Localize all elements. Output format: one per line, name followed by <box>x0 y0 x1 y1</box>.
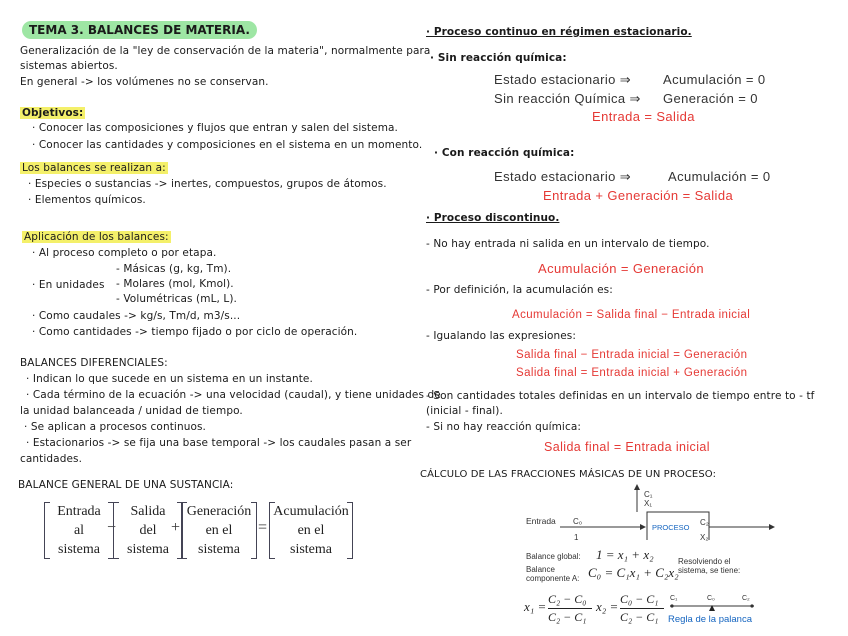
inlet-arrowhead <box>640 524 646 530</box>
eq-entrada-1: Entrada <box>57 504 101 519</box>
aplicacion-1: · Al proceso completo o por etapa. <box>32 247 217 259</box>
eq-plus: + <box>171 519 181 536</box>
eq-entrada-salida: Entrada = Salida <box>592 109 695 124</box>
balance-global-eq: 1 = x₁ + x₂ <box>596 547 654 562</box>
eq-equals: = <box>258 519 268 536</box>
lever-diagram <box>668 602 758 614</box>
eq-acumulacion-1: Acumulación <box>273 504 349 519</box>
intro-line-3: En general -> los volúmenes no se conservan. <box>20 76 269 88</box>
eq-acumulacion-cero-1: Acumulación = 0 <box>663 72 766 87</box>
eq-generacion-block <box>185 502 253 559</box>
balance-general-heading: BALANCE GENERAL DE UNA SUSTANCIA: <box>18 479 234 491</box>
x1-bar <box>548 608 592 609</box>
disc-line-1: - No hay entrada ni salida en un intervalo de tiempo. <box>426 238 710 250</box>
diferencial-4: · Se aplican a procesos continuos. <box>24 421 206 433</box>
eq-salida-block <box>117 502 179 559</box>
x2-num: C₀ − C₁ <box>620 592 659 606</box>
aplicacion-heading-text: Aplicación de los balances: <box>24 231 169 243</box>
right-outlet-arrowhead <box>769 524 775 530</box>
eq-acumulacion-block <box>273 502 349 559</box>
eq-generacion-cero: Generación = 0 <box>663 91 758 106</box>
con-reaccion-heading: · Con reacción química: <box>434 147 575 159</box>
x1-lhs: x₁ = <box>524 599 547 614</box>
eq-salida-final-entrada-inicial: Salida final = Entrada inicial <box>544 440 710 454</box>
process-diagram <box>520 480 720 540</box>
lever-c2: C₂ <box>742 595 750 602</box>
eq-generacion-1: Generación <box>186 504 252 519</box>
objetivo-1: · Conocer las composiciones y flujos que entran y salen del sistema. <box>32 122 398 134</box>
eq-acumulacion-2: en el <box>297 523 325 538</box>
diferencial-2: · Cada término de la ecuación -> una velocidad (caudal), y tiene unidades de <box>26 389 441 401</box>
resolviendo-2: sistema, se tiene: <box>678 566 741 575</box>
balance-item-2: · Elementos químicos. <box>28 194 146 206</box>
label-c2: C₂ <box>700 518 709 527</box>
eq-generacion-3: sistema <box>198 542 240 557</box>
x2-den: C₂ − C₁ <box>620 610 659 624</box>
eq-estado-estacionario-2: Estado estacionario ⇒ <box>494 169 632 184</box>
aplicacion-unidades: · En unidades <box>32 279 105 291</box>
diferencial-5: · Estacionarios -> se fija una base temporal -> los caudales pasan a ser <box>26 437 412 449</box>
label-entrada: Entrada <box>526 516 556 526</box>
lever-dot-left <box>670 604 673 607</box>
lever-c0: C₀ <box>707 595 715 602</box>
balance-componente-label-1: Balance <box>526 565 555 574</box>
eq-salida-1: Salida <box>130 504 166 519</box>
eq-igualando-1: Salida final − Entrada inicial = Generación <box>516 349 748 361</box>
eq-generacion-2: en el <box>205 523 233 538</box>
x1-den: C₂ − C₁ <box>548 610 587 624</box>
diferenciales-heading: BALANCES DIFERENCIALES: <box>20 357 168 369</box>
diferencial-1: · Indican lo que sucede en un sistema en un instante. <box>26 373 313 385</box>
aplicacion-2: · Como caudales -> kg/s, Tm/d, m3/s... <box>32 310 241 322</box>
lever-caption: Regla de la palanca <box>668 614 752 625</box>
label-c0: C₀ <box>573 517 583 526</box>
label-one: 1 <box>574 533 579 542</box>
right-outlet <box>709 522 779 534</box>
objetivos-heading-text: Objetivos: <box>22 107 84 119</box>
x1-num: C₂ − C₀ <box>548 592 587 606</box>
disc-line-4: - Son cantidades totales definidas en un intervalo de tiempo entre to - tf <box>426 390 815 402</box>
aplicacion-3: · Como cantidades -> tiempo fijado o por ciclo de operación. <box>32 326 358 338</box>
lever-dot-right <box>750 604 753 607</box>
balances-heading <box>20 162 168 174</box>
sin-reaccion-heading: · Sin reacción química: <box>430 52 567 64</box>
continuo-heading: · Proceso continuo en régimen estacionario. <box>426 26 692 38</box>
disc-line-6: - Si no hay reacción química: <box>426 421 581 433</box>
eq-entrada-block <box>48 502 110 559</box>
resolviendo-1: Resolviendo el <box>678 557 731 566</box>
disc-line-5: (inicial - final). <box>426 405 503 417</box>
eq-acumulacion-cero-2: Acumulación = 0 <box>668 169 771 184</box>
eq-entrada-3: sistema <box>58 542 100 557</box>
eq-acumulacion-definicion: Acumulación = Salida final − Entrada inicial <box>512 309 751 321</box>
objetivos-heading <box>20 107 85 119</box>
eq-acumulacion-3: sistema <box>290 542 332 557</box>
eq-minus: − <box>107 519 117 536</box>
calculo-heading: CÁLCULO DE LAS FRACCIONES MÁSICAS DE UN PROCESO: <box>420 469 717 480</box>
eq-entrada-2: al <box>73 523 85 538</box>
eq-salida-3: sistema <box>127 542 169 557</box>
diferencial-6: cantidades. <box>20 453 83 465</box>
eq-igualando-2: Salida final = Entrada inicial + Generación <box>516 367 748 379</box>
eq-sin-reaccion: Sin reacción Química ⇒ <box>494 91 641 106</box>
lever-c1: C₁ <box>670 595 678 602</box>
page-title: TEMA 3. BALANCES DE MATERIA. <box>22 21 257 39</box>
top-outlet-arrowhead <box>634 484 640 490</box>
objetivo-2: · Conocer las cantidades y composiciones en el sistema en un momento. <box>32 139 423 151</box>
aplicacion-heading <box>22 231 171 243</box>
intro-line-2: sistemas abiertos. <box>20 60 118 72</box>
balance-item-1: · Especies o sustancias -> inertes, compuestos, grupos de átomos. <box>28 178 387 190</box>
x2-lhs: x₂ = <box>596 599 619 614</box>
label-x1: X₁ <box>644 499 653 508</box>
balance-global-label: Balance global: <box>526 552 581 561</box>
eq-entrada-generacion-salida: Entrada + Generación = Salida <box>543 188 734 203</box>
eq-estado-estacionario-1: Estado estacionario ⇒ <box>494 72 632 87</box>
intro-line-1: Generalización de la "ley de conservación de la materia", normalmente para <box>20 45 431 57</box>
aplicacion-masicas: - Másicas (g, kg, Tm). <box>116 263 232 275</box>
disc-line-3: - Igualando las expresiones: <box>426 330 577 342</box>
eq-salida-2: del <box>139 523 157 538</box>
aplicacion-molares: - Molares (mol, Kmol). <box>116 278 234 290</box>
label-proceso: PROCESO <box>652 523 690 532</box>
balance-componente-eq: C₀ = C₁x₁ + C₂x₂ <box>588 565 679 580</box>
label-c1: C₁ <box>644 490 653 499</box>
x2-bar <box>620 608 664 609</box>
right-column <box>420 0 848 636</box>
diferencial-3: la unidad balanceada / unidad de tiempo. <box>20 405 243 417</box>
balance-componente-label-2: componente A: <box>526 574 580 583</box>
balances-heading-text: Los balances se realizan a: <box>22 162 166 174</box>
aplicacion-volumetricas: - Volumétricas (mL, L). <box>116 293 237 305</box>
discontinuo-heading: · Proceso discontinuo. <box>426 212 560 224</box>
disc-line-2: - Por definición, la acumulación es: <box>426 284 613 296</box>
eq-acumulacion-generacion: Acumulación = Generación <box>538 261 705 276</box>
label-x2: X₂ <box>700 533 709 542</box>
